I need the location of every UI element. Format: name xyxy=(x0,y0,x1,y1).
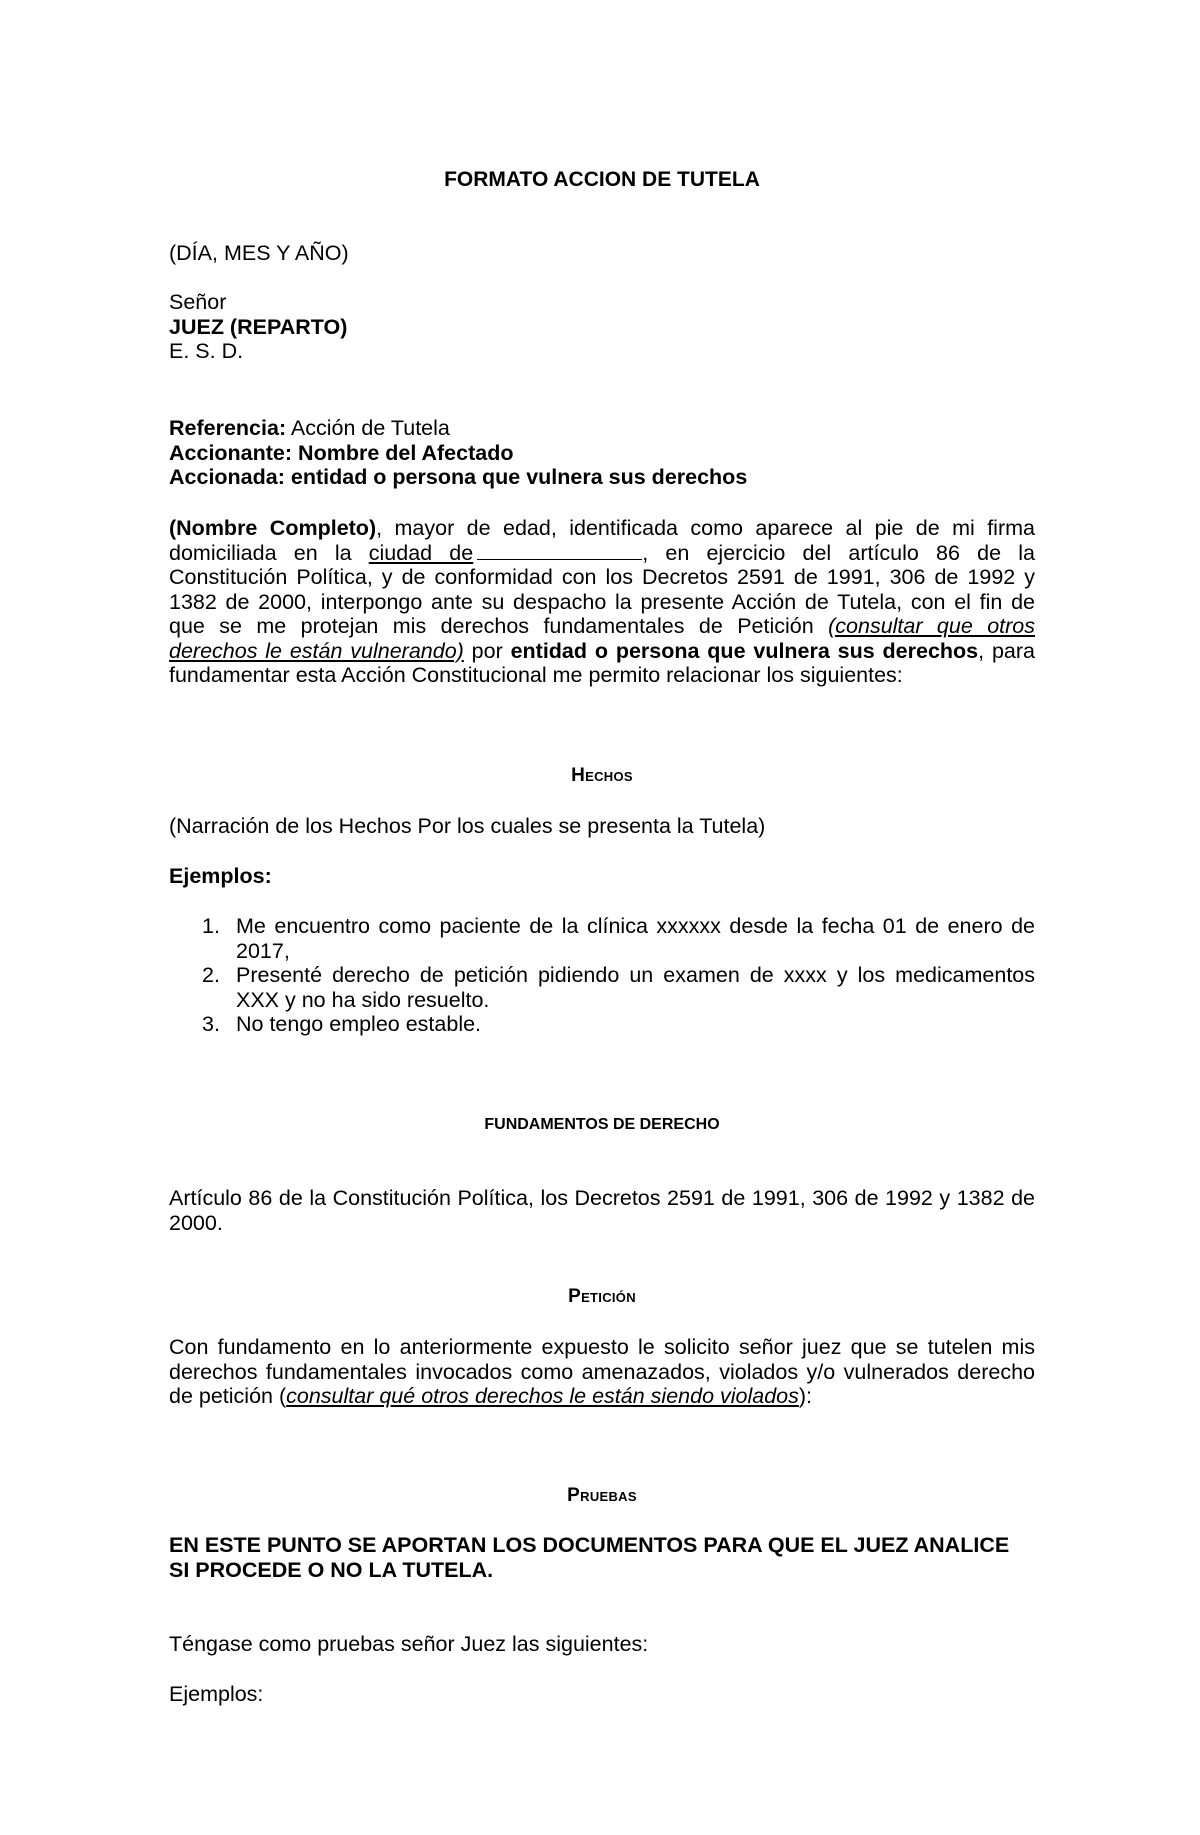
intro-city-label: ciudad de xyxy=(368,540,474,565)
list-item-number: 2. xyxy=(202,963,220,987)
recipient-esd: E. S. D. xyxy=(169,339,244,363)
recipient-name: JUEZ (REPARTO) xyxy=(169,314,348,339)
fundamentos-text: Artículo 86 de la Constitución Política, los Decretos 2591 de 1991, 306 de 1992 y 1382 de 2000. xyxy=(169,1186,1035,1235)
pruebas-notice: EN ESTE PUNTO SE APORTAN LOS DOCUMENTOS PARA QUE EL JUEZ ANALICE SI PROCEDE O NO LA TUTELA. xyxy=(169,1533,1010,1582)
pruebas-examples-label: Ejemplos: xyxy=(169,1682,264,1706)
document-title: FORMATO ACCION DE TUTELA xyxy=(444,168,760,191)
intro-text-3: por xyxy=(463,638,511,663)
intro-paragraph xyxy=(169,516,1035,688)
list-item-text: Me encuentro como paciente de la clínica xxxxxx desde la fecha 01 de enero de 2017, xyxy=(236,914,1035,963)
pruebas-intro: Téngase como pruebas señor Juez las siguientes: xyxy=(169,1632,649,1656)
hechos-examples-label: Ejemplos: xyxy=(169,864,272,888)
accionada-line xyxy=(169,465,1035,490)
peticion-heading: Petición xyxy=(568,1286,636,1307)
hechos-heading: Hechos xyxy=(571,765,633,786)
intro-entity: entidad o persona que vulnera sus derechos xyxy=(510,638,979,663)
intro-text-4: , para fundamentar esta Acción Constitucional me permito relacionar los siguientes: xyxy=(169,638,1035,687)
pruebas-heading: Pruebas xyxy=(567,1485,637,1506)
intro-text-2: , en ejercicio del artículo 86 de la Constitución Política, y de conformidad con los Decretos 2591 de 1991, 306 de 1992 y 1382 de 2000, interpongo ante su despacho la presente Acción de Tutela, con el fin de que se me protejan mis derechos fundamentales de Petición xyxy=(169,540,1035,638)
peticion-note: consultar qué otros derechos le están siendo violados xyxy=(286,1384,799,1408)
hechos-narration: (Narración de los Hechos Por los cuales se presenta la Tutela) xyxy=(169,814,766,838)
recipient-salutation: Señor xyxy=(169,290,227,314)
document-page xyxy=(169,0,1035,1835)
accionada-value: entidad o persona que vulnera sus derechos xyxy=(290,465,748,489)
reference-label: Referencia: xyxy=(169,416,287,440)
intro-name-placeholder: (Nombre Completo) xyxy=(169,516,377,540)
peticion-text-2: ): xyxy=(798,1384,813,1408)
city-blank-line xyxy=(477,541,642,560)
list-item xyxy=(169,963,1035,1012)
accionada-label: Accionada: xyxy=(169,465,285,489)
accionante-label: Accionante: xyxy=(169,440,293,465)
accionante-value: Nombre del Afectado xyxy=(298,440,514,465)
list-item xyxy=(169,1012,1035,1037)
reference-value: Acción de Tutela xyxy=(290,416,450,440)
list-item-number: 1. xyxy=(202,914,220,938)
fundamentos-heading: FUNDAMENTOS DE DERECHO xyxy=(484,1116,720,1133)
date-placeholder: (DÍA, MES Y AÑO) xyxy=(169,241,349,265)
recipient-block xyxy=(169,290,1035,364)
reference-block xyxy=(169,416,1035,490)
peticion-text-1: Con fundamento en lo anteriormente expuesto le solicito señor juez que se tutelen mis derechos fundamentales invocados como amenazados, violados y/o vulnerados derecho de petición ( xyxy=(169,1335,1035,1408)
intro-text-1: , mayor de edad, identificada como aparece al pie de mi firma domiciliada en la xyxy=(169,516,1035,565)
accionante-line xyxy=(169,441,1035,466)
list-item-text: Presenté derecho de petición pidiendo un examen de xxxx y los medicamentos XXX y no ha sido resuelto. xyxy=(236,963,1035,1012)
list-item xyxy=(169,914,1035,963)
list-item-number: 3. xyxy=(202,1012,220,1036)
peticion-paragraph xyxy=(169,1335,1035,1409)
intro-rights-note: (consultar que otros derechos le están vulnerando) xyxy=(169,614,1036,663)
list-item-text: No tengo empleo estable. xyxy=(236,1012,482,1036)
reference-line xyxy=(169,416,1035,441)
hechos-list xyxy=(169,914,1035,1037)
